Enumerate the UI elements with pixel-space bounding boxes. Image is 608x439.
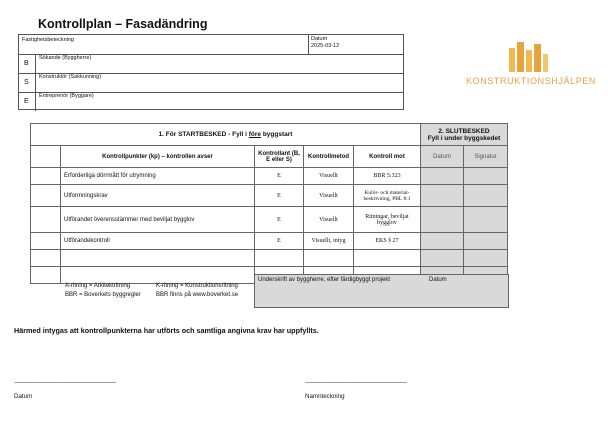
header-row-b[interactable] (19, 54, 403, 74)
col-header-signatur: Signatur (464, 146, 508, 168)
signature-box[interactable] (254, 274, 509, 308)
namn-sign-line[interactable]: -------------------------------------------------------------------- (305, 380, 407, 386)
row-letter-e: E (24, 98, 29, 105)
datum-cell[interactable] (421, 168, 464, 185)
kontrollplan-table (30, 123, 508, 284)
datum-sign-label: Datum (14, 393, 33, 400)
metod-cell[interactable] (304, 250, 354, 267)
datum-cell[interactable] (421, 207, 464, 233)
metod-cell[interactable]: Visuellt (304, 207, 354, 233)
signatur-cell[interactable] (464, 168, 508, 185)
table-row[interactable] (31, 185, 508, 207)
signatur-cell[interactable] (464, 250, 508, 267)
signatur-cell[interactable] (464, 233, 508, 250)
datum-value[interactable]: 2025-03-12 (311, 43, 340, 49)
kontrollant-cell[interactable] (255, 250, 304, 267)
datum-cell[interactable] (421, 250, 464, 267)
logo-text: KONSTRUKTIONSHJÄLPEN (466, 76, 597, 86)
table-row[interactable] (31, 207, 508, 233)
legend-a: A-ritning = Arkitektritning (65, 283, 131, 289)
certification-statement: Härmed intygas att kontrollpunkterna har utförts och samtliga angivna krav har uppfyllts. (14, 326, 319, 335)
col-header-kontrollant: Kontrollant (B, E eller S) (255, 146, 304, 168)
logo-building-icon (505, 40, 551, 74)
kontrollant-cell[interactable]: E (255, 185, 304, 207)
row-letter-s: S (24, 79, 29, 86)
table-row[interactable] (31, 168, 508, 185)
konstruktor-label: Konstruktör (Sakkunning) (39, 74, 102, 80)
metod-cell[interactable]: Visuellt, intyg (304, 233, 354, 250)
table-row[interactable] (31, 250, 508, 267)
datum-cell[interactable] (421, 185, 464, 207)
kontrollant-cell[interactable]: E (255, 168, 304, 185)
datum-sign-line[interactable]: -------------------------------------------------------------------- (14, 380, 116, 386)
col-header-datum: Datum (421, 146, 464, 168)
signatur-cell[interactable] (464, 185, 508, 207)
namn-sign-label: Namnteckning (305, 393, 345, 400)
mot-cell[interactable]: EKS § 27 (354, 233, 421, 250)
col-header-metod: Kontrollmetod (304, 146, 354, 168)
col-header-kp: Kontrollpunkter (kp) – kontrollen avser (61, 146, 255, 168)
kp-cell[interactable]: Utförandet överensstämmer med beviljat bygglov (61, 207, 255, 233)
fastighet-row (19, 35, 403, 55)
kp-cell[interactable]: Erforderliga dörrmått för utrymning (61, 168, 255, 185)
signatur-cell[interactable] (464, 207, 508, 233)
page-title: Kontrollplan – Fasadändring (38, 17, 208, 31)
row-letter-b: B (24, 60, 29, 67)
section-startbesked-header: 1. För STARTBESKED - Fyll i före byggstart (31, 124, 421, 146)
datum-cell[interactable] (421, 233, 464, 250)
entreprenor-label: Entreprenör (Byggare) (39, 93, 94, 99)
legend-bbr: BBR = Boverkets byggregler (65, 292, 141, 298)
sokande-label: Sökande (Byggherre) (39, 55, 92, 61)
signature-datum-label: Datum (429, 277, 447, 283)
kontrollant-cell[interactable]: E (255, 207, 304, 233)
legend-k: K-ritning = Konstruktionsritning (156, 283, 238, 289)
header-info-box (18, 34, 404, 110)
kp-cell[interactable]: Utformningskrav (61, 185, 255, 207)
section-slutbesked-header: 2. SLUTBESKED Fyll i under byggskedet (421, 124, 508, 146)
kp-cell[interactable] (61, 250, 255, 267)
legend-bbr-link: BBR finns på www.boverket.se (156, 292, 239, 298)
kontrollant-cell[interactable]: E (255, 233, 304, 250)
signature-label: Underskrift av byggherre, efter färdigbyggt projekt (258, 277, 391, 283)
metod-cell[interactable]: Visuellt (304, 168, 354, 185)
mot-cell[interactable]: Kulör- och material-beskrivning, PBL 8:1 (354, 185, 421, 207)
fastighet-label: Fastighetsbeteckning (22, 37, 74, 43)
metod-cell[interactable]: Visuellt (304, 185, 354, 207)
kp-cell[interactable] (61, 267, 255, 284)
mot-cell[interactable]: BBR 5:323 (354, 168, 421, 185)
header-row-e[interactable] (19, 92, 403, 111)
col-header-mot: Kontroll mot (354, 146, 421, 168)
datum-label: Datum (311, 36, 328, 42)
mot-cell[interactable] (354, 250, 421, 267)
mot-cell[interactable]: Ritningar, beviljat bygglov (354, 207, 421, 233)
kp-cell[interactable]: Utförandekontroll (61, 233, 255, 250)
table-row[interactable] (31, 233, 508, 250)
header-row-s[interactable] (19, 73, 403, 93)
